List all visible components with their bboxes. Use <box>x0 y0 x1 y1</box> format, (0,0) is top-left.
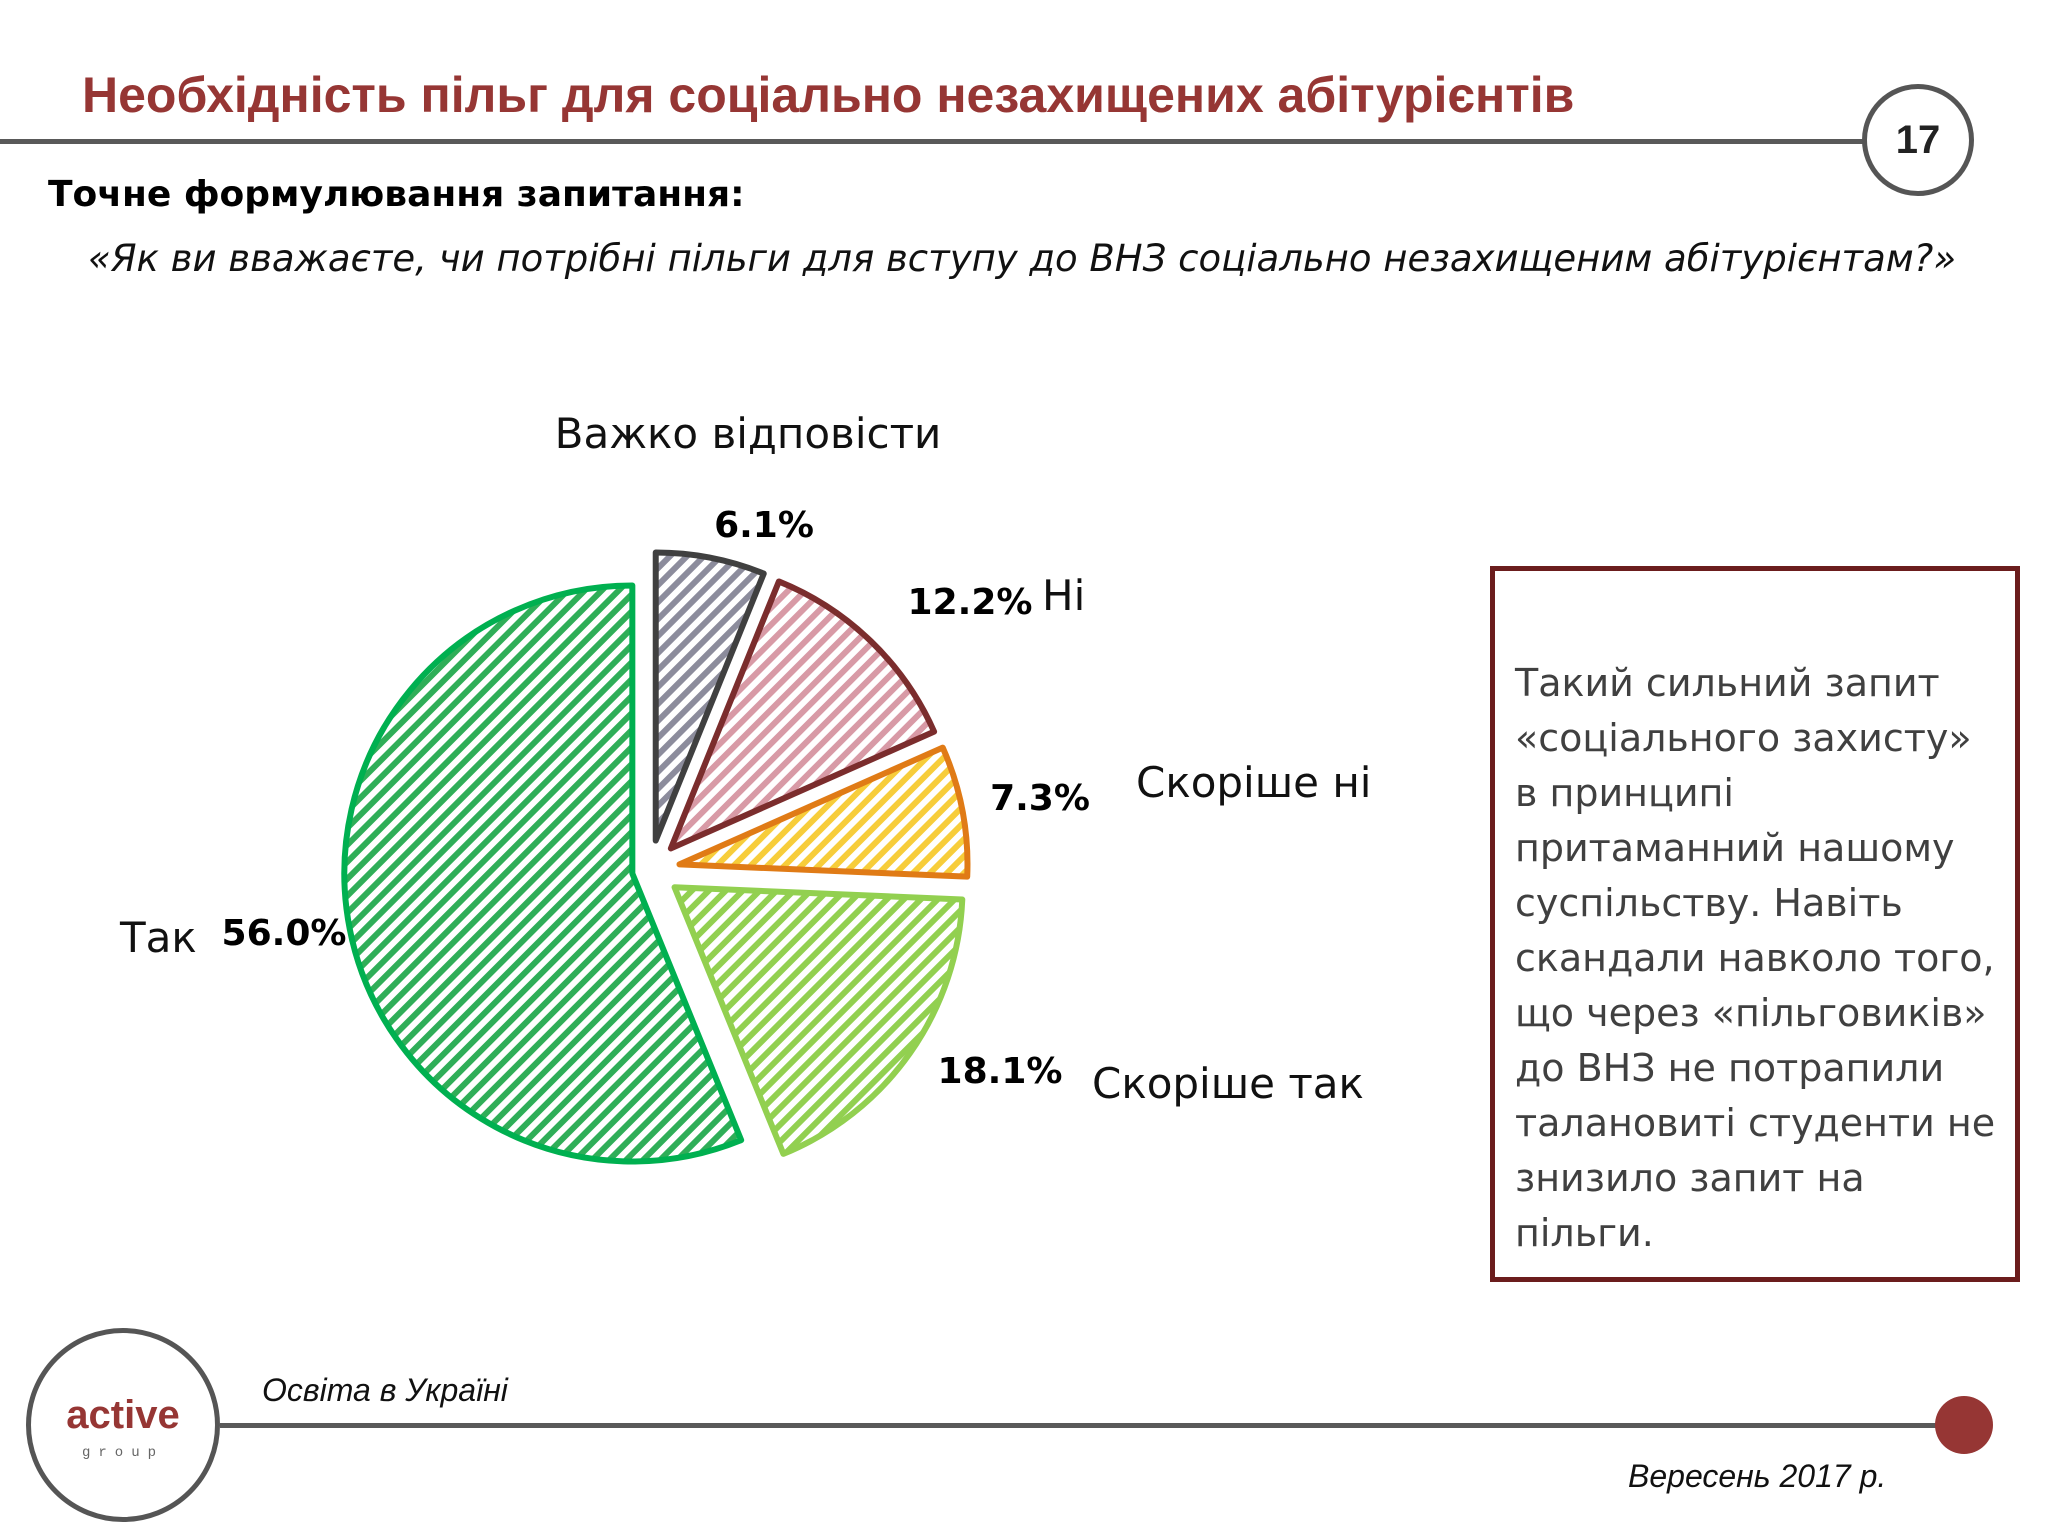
slice-label-2: Скоріше ні <box>1136 758 1372 807</box>
footer-project-name: Освіта в Україні <box>262 1372 508 1408</box>
question-label: Точне формулювання запитання: <box>48 174 745 215</box>
company-logo <box>26 1328 220 1522</box>
slice-label-3: Скоріше так <box>1092 1059 1364 1108</box>
footer-divider <box>220 1423 1960 1428</box>
question-text: «Як ви вважаєте, чи потрібні пільги для вступу до ВНЗ соціально незахищеним абітурієнтам?» <box>88 237 1957 280</box>
logo-wordmark: active <box>66 1393 180 1437</box>
slice-value-1: 12.2% <box>907 582 1033 623</box>
slice-label-0: Важко відповісти <box>554 409 942 458</box>
page-title: Необхідність пільг для соціально незахищених абітурієнтів <box>82 67 1575 123</box>
slice-value-2: 7.3% <box>990 778 1090 819</box>
slice-label-4: Так <box>120 913 197 962</box>
slice-value-0: 6.1% <box>714 505 814 546</box>
slice-value-4: 56.0% <box>221 913 347 954</box>
commentary-text: Такий сильний запит «соціального захисту» в принципі притаманний нашому суспільству. Навіть скандали навколо того, що через «пільговиків» до ВНЗ не потрапили талановиті студенти не знизило запит на пільги. <box>1515 661 1996 1255</box>
commentary-box <box>1490 566 2020 1282</box>
logo-subtitle: group <box>81 1445 164 1461</box>
page-number-badge: 17 <box>1862 84 1974 196</box>
footer-dot <box>1935 1396 1993 1454</box>
footer-date: Вересень 2017 р. <box>1628 1458 1887 1494</box>
slice-label-1: Ні <box>1042 571 1086 620</box>
slice-value-3: 18.1% <box>937 1051 1063 1092</box>
